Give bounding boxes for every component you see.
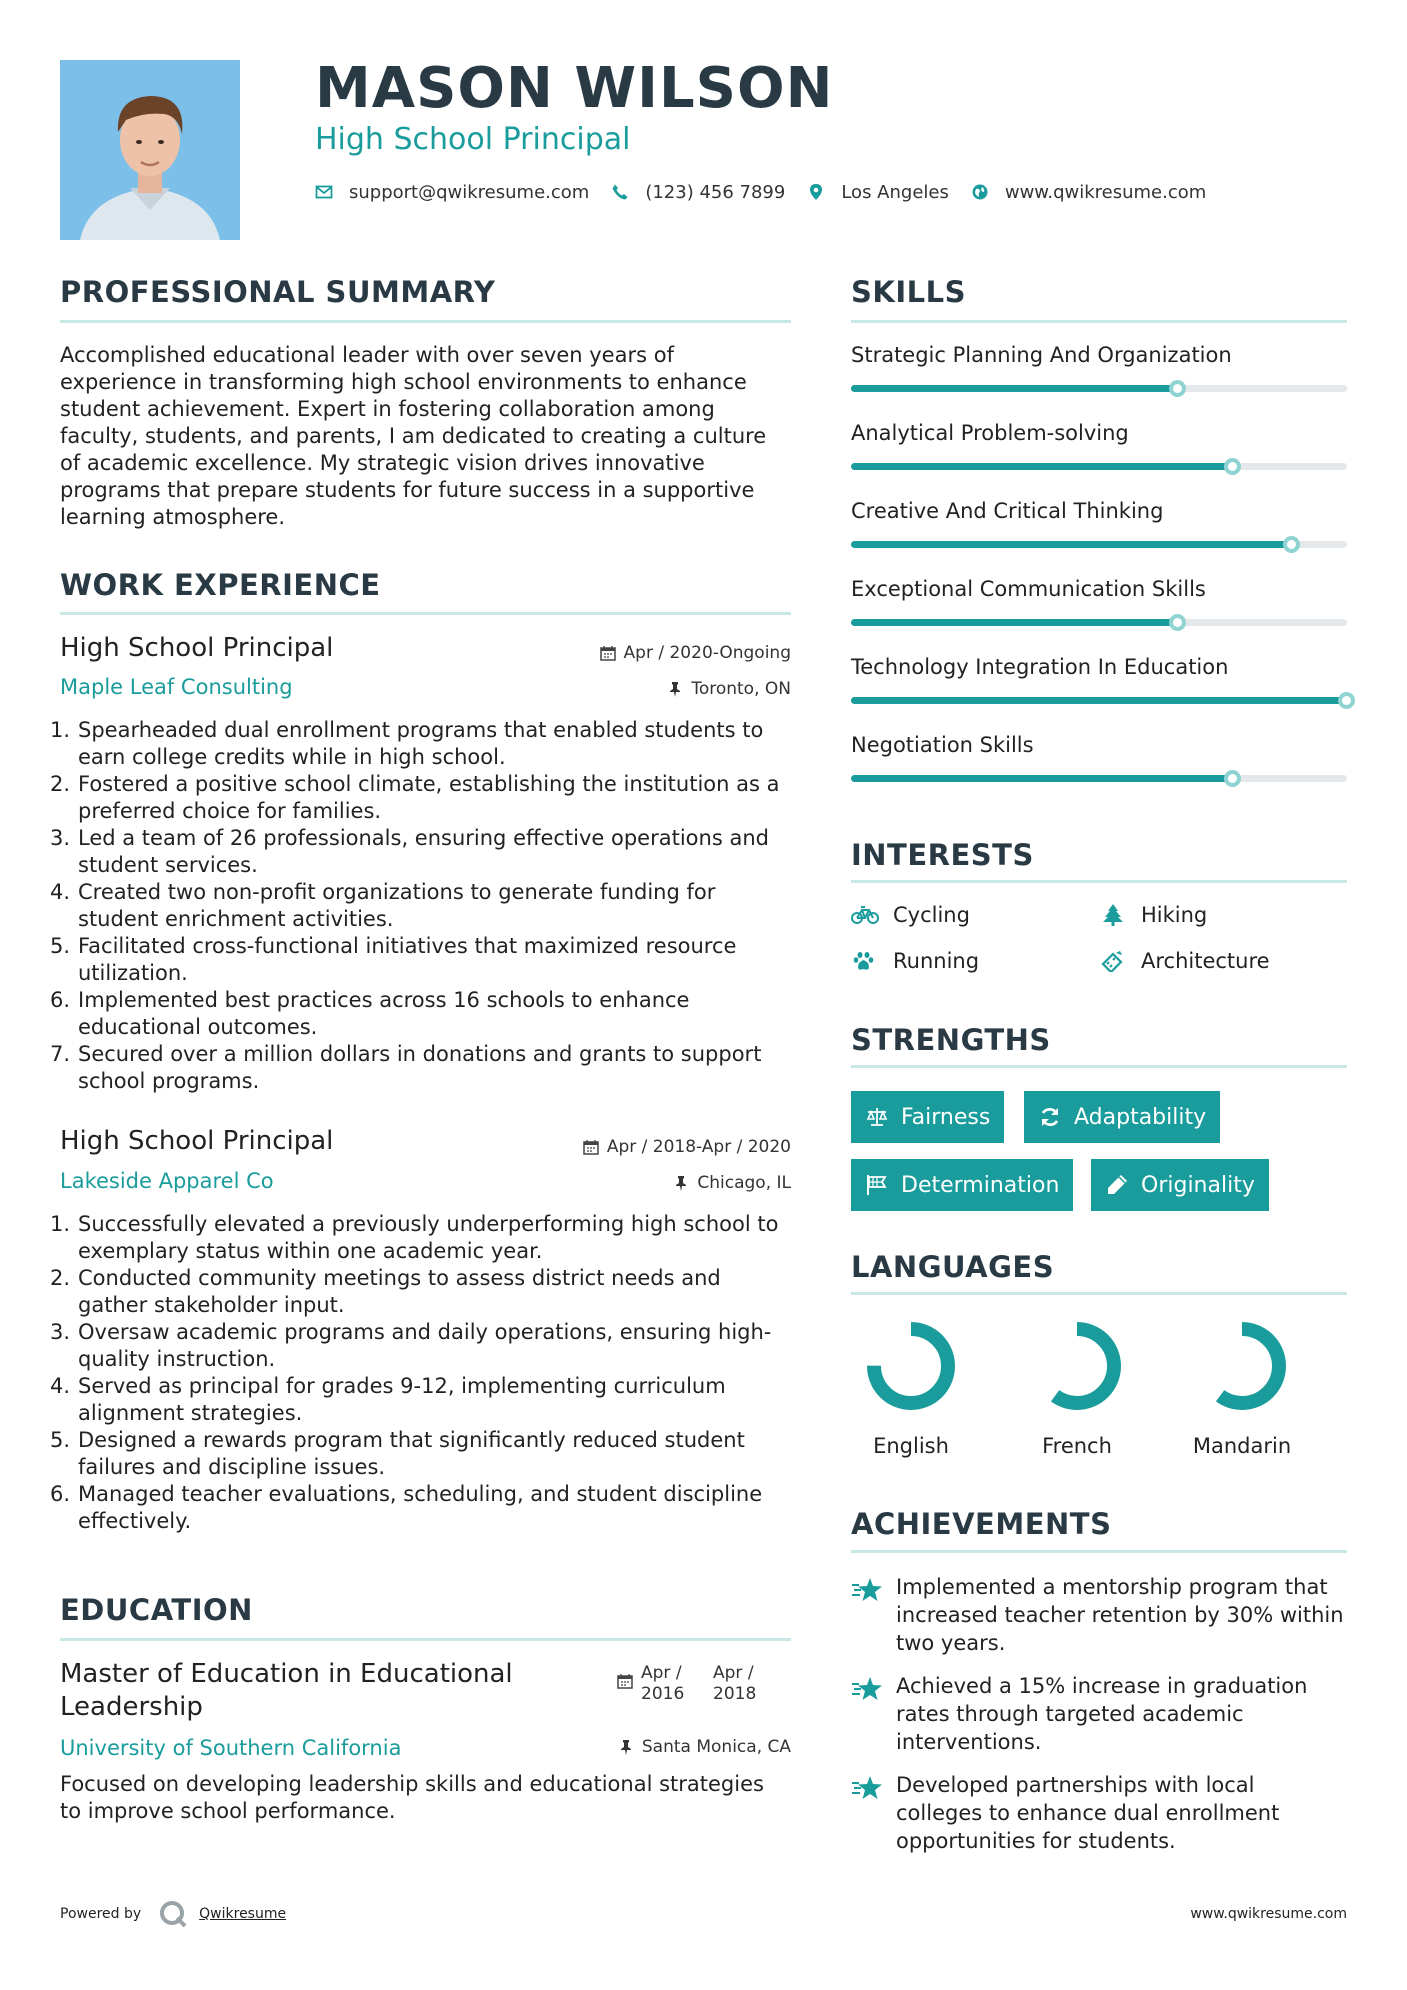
language-label: Mandarin: [1192, 1434, 1292, 1458]
language-progress-ring: [1194, 1318, 1290, 1414]
contact-phone[interactable]: (123) 456 7899: [645, 181, 786, 203]
tree-icon: [1099, 904, 1127, 926]
interests-heading: INTERESTS: [851, 838, 1034, 872]
job-dates-text: Apr / 2020-Ongoing: [623, 643, 791, 663]
footer-brand-link[interactable]: Qwikresume: [199, 1906, 287, 1922]
skill-label: Creative And Critical Thinking: [851, 499, 1164, 523]
list-item: 7. Secured over a million dollars in donations and grants to support school programs.: [50, 1042, 762, 1093]
pencil-icon: [1105, 1173, 1129, 1197]
education-start: Apr / 2016: [641, 1663, 685, 1704]
skill-bar-fill: [851, 775, 1233, 782]
job-responsibilities: [50, 1211, 791, 1535]
profile-photo-image: [60, 60, 240, 240]
education-description: Focused on developing leadership skills and educational strategies to improve school performance.: [60, 1772, 764, 1823]
skill-label: Exceptional Communication Skills: [851, 577, 1206, 601]
skill-label: Strategic Planning And Organization: [851, 343, 1232, 367]
education-school: University of Southern California: [60, 1736, 402, 1760]
pushpin-icon: [673, 1175, 689, 1191]
job-dates: [600, 642, 791, 664]
interests-divider: [851, 880, 1347, 883]
job-location: [673, 1172, 791, 1194]
job-title: High School Principal: [60, 633, 334, 663]
strength-label: Adaptability: [1074, 1104, 1207, 1130]
skill-bar-track: [851, 463, 1347, 470]
interest-label: Architecture: [1141, 949, 1270, 973]
strength-tag-fairness: [851, 1091, 1004, 1143]
interest-label: Hiking: [1141, 903, 1208, 927]
job-location-text: Chicago, IL: [697, 1173, 791, 1193]
strengths-heading: STRENGTHS: [851, 1023, 1051, 1057]
list-item: 6. Implemented best practices across 16 schools to enhance educational outcomes.: [50, 988, 690, 1039]
job-location: [667, 678, 791, 700]
calendar-icon: [617, 1673, 633, 1689]
job-company: Lakeside Apparel Co: [60, 1169, 274, 1193]
education-end: Apr / 2018: [713, 1663, 757, 1704]
language-english: [851, 1318, 971, 1458]
skill-bar-knob: [1224, 770, 1241, 787]
skill-bar-knob: [1338, 692, 1355, 709]
interest-running: [851, 949, 979, 973]
language-ring-progress: [874, 1329, 948, 1403]
strength-label: Originality: [1141, 1172, 1255, 1198]
bicycle-icon: [851, 904, 879, 926]
summary-divider: [60, 320, 791, 323]
education-dates: [617, 1663, 771, 1705]
achievement-item: [851, 1573, 1347, 1657]
strength-label: Determination: [901, 1172, 1060, 1198]
summary-heading: PROFESSIONAL SUMMARY: [60, 275, 496, 309]
language-label: French: [1042, 1434, 1112, 1458]
skill-bar-fill: [851, 385, 1178, 392]
list-item: 3. Led a team of 26 professionals, ensuring effective operations and student services.: [50, 826, 769, 877]
interest-architecture: [1099, 949, 1270, 973]
phone-icon: [611, 183, 629, 201]
skill-bar-track: [851, 697, 1347, 704]
calendar-icon: [600, 645, 616, 661]
strength-tag-determination: [851, 1159, 1073, 1211]
contact-location: Los Angeles: [841, 181, 949, 203]
skills-divider: [851, 320, 1347, 323]
strengths-divider: [851, 1065, 1347, 1068]
language-label: English: [873, 1434, 949, 1458]
list-item: 5. Designed a rewards program that significantly reduced student failures and discipline issues.: [50, 1428, 745, 1479]
skill-bar-fill: [851, 463, 1233, 470]
contact-website[interactable]: www.qwikresume.com: [1004, 181, 1207, 203]
flag-icon: [865, 1173, 889, 1197]
ruler-pencil-icon: [1099, 950, 1127, 972]
language-mandarin: [1182, 1318, 1302, 1458]
skill-bar-track: [851, 775, 1347, 782]
languages-heading: LANGUAGES: [851, 1250, 1055, 1284]
job-responsibilities: [50, 717, 791, 1095]
footer-branding: [60, 1898, 286, 1930]
achievements-heading: ACHIEVEMENTS: [851, 1507, 1112, 1541]
paw-icon: [851, 950, 879, 972]
skill-bar-knob: [1283, 536, 1300, 553]
summary-text: Accomplished educational leader with over seven years of experience in transforming high school environments to enhance student achievement. Expert in fostering collaboration among faculty, students, and parents, I am dedicated to creating a culture of academic excellence. My strategic vision drives innovative programs that prepare students for future success in a supportive learning atmosphere.: [60, 343, 767, 529]
list-item: 4. Created two non-profit organizations to generate funding for student enrichment activities.: [50, 880, 716, 931]
strength-tag-originality: [1091, 1159, 1269, 1211]
achievement-text: Developed partnerships with local colleges to enhance dual enrollment opportunities for students.: [896, 1773, 1280, 1853]
list-item: 2. Conducted community meetings to assess district needs and gather stakeholder input.: [50, 1266, 721, 1317]
achievement-item: [851, 1672, 1347, 1756]
strength-tag-adaptability: [1024, 1091, 1220, 1143]
contact-bar: [315, 178, 1228, 206]
contact-email[interactable]: support@qwikresume.com: [349, 181, 590, 203]
skill-bar-knob: [1169, 380, 1186, 397]
star-icon: [851, 1775, 883, 1801]
language-ring-progress: [1040, 1329, 1114, 1403]
skill-bar-track: [851, 619, 1347, 626]
language-ring-progress: [1205, 1329, 1279, 1403]
strength-label: Fairness: [901, 1104, 991, 1130]
language-progress-ring: [1029, 1318, 1125, 1414]
interest-label: Cycling: [893, 903, 970, 927]
skill-label: Negotiation Skills: [851, 733, 1034, 757]
globe-icon: [971, 183, 989, 201]
achievement-text: Achieved a 15% increase in graduation rates through targeted academic interventions.: [896, 1674, 1308, 1754]
skill-bar-fill: [851, 697, 1347, 704]
experience-divider: [60, 612, 791, 615]
language-french: [1017, 1318, 1137, 1458]
skill-bar-fill: [851, 541, 1292, 548]
candidate-role: High School Principal: [315, 122, 631, 157]
job-location-text: Toronto, ON: [691, 679, 791, 699]
experience-heading: WORK EXPERIENCE: [60, 568, 381, 602]
list-item: 2. Fostered a positive school climate, establishing the institution as a preferred choice for families.: [50, 772, 780, 823]
achievement-text: Implemented a mentorship program that increased teacher retention by 30% within two years.: [896, 1575, 1344, 1655]
education-location: [618, 1736, 791, 1758]
skill-bar-fill: [851, 619, 1178, 626]
skill-bar-knob: [1169, 614, 1186, 631]
skill-label: Analytical Problem-solving: [851, 421, 1129, 445]
job-title: High School Principal: [60, 1126, 334, 1156]
education-location-text: Santa Monica, CA: [641, 1737, 791, 1757]
list-item: 3. Oversaw academic programs and daily operations, ensuring high-quality instruction.: [50, 1320, 772, 1371]
list-item: 5. Facilitated cross-functional initiatives that maximized resource utilization.: [50, 934, 737, 985]
candidate-name: MASON WILSON: [315, 56, 834, 121]
refresh-icon: [1038, 1105, 1062, 1129]
envelope-icon: [315, 183, 333, 201]
pushpin-icon: [618, 1739, 634, 1755]
skill-bar-knob: [1224, 458, 1241, 475]
calendar-icon: [583, 1139, 599, 1155]
map-marker-icon: [807, 183, 825, 201]
skill-bar-track: [851, 385, 1347, 392]
education-divider: [60, 1638, 791, 1641]
skills-heading: SKILLS: [851, 275, 966, 309]
skill-bar-track: [851, 541, 1347, 548]
list-item: 1. Successfully elevated a previously underperforming high school to exemplary status within one academic year.: [50, 1212, 779, 1263]
job-dates: [583, 1136, 791, 1158]
interest-cycling: [851, 903, 970, 927]
profile-photo: [60, 60, 240, 240]
achievement-item: [851, 1771, 1347, 1855]
job-company: Maple Leaf Consulting: [60, 675, 293, 699]
achievements-divider: [851, 1550, 1347, 1553]
languages-divider: [851, 1292, 1347, 1295]
footer-powered-by: Powered by: [60, 1906, 142, 1922]
education-degree: Master of Education in Educational Leadership: [60, 1659, 513, 1722]
star-icon: [851, 1676, 883, 1702]
education-heading: EDUCATION: [60, 1593, 253, 1627]
skill-label: Technology Integration In Education: [851, 655, 1229, 679]
list-item: 4. Served as principal for grades 9-12, implementing curriculum alignment strategies.: [50, 1374, 726, 1425]
job-dates-text: Apr / 2018-Apr / 2020: [606, 1137, 791, 1157]
interest-hiking: [1099, 903, 1207, 927]
footer-url[interactable]: www.qwikresume.com: [1190, 1906, 1347, 1922]
star-icon: [851, 1577, 883, 1603]
balance-scale-icon: [865, 1105, 889, 1129]
list-item: 1. Spearheaded dual enrollment programs that enabled students to earn college credits while in high school.: [50, 718, 764, 769]
pushpin-icon: [667, 681, 683, 697]
qwikresume-logo-icon: [157, 1898, 189, 1930]
list-item: 6. Managed teacher evaluations, scheduling, and student discipline effectively.: [50, 1482, 763, 1533]
interest-label: Running: [893, 949, 980, 973]
language-progress-ring: [863, 1318, 959, 1414]
